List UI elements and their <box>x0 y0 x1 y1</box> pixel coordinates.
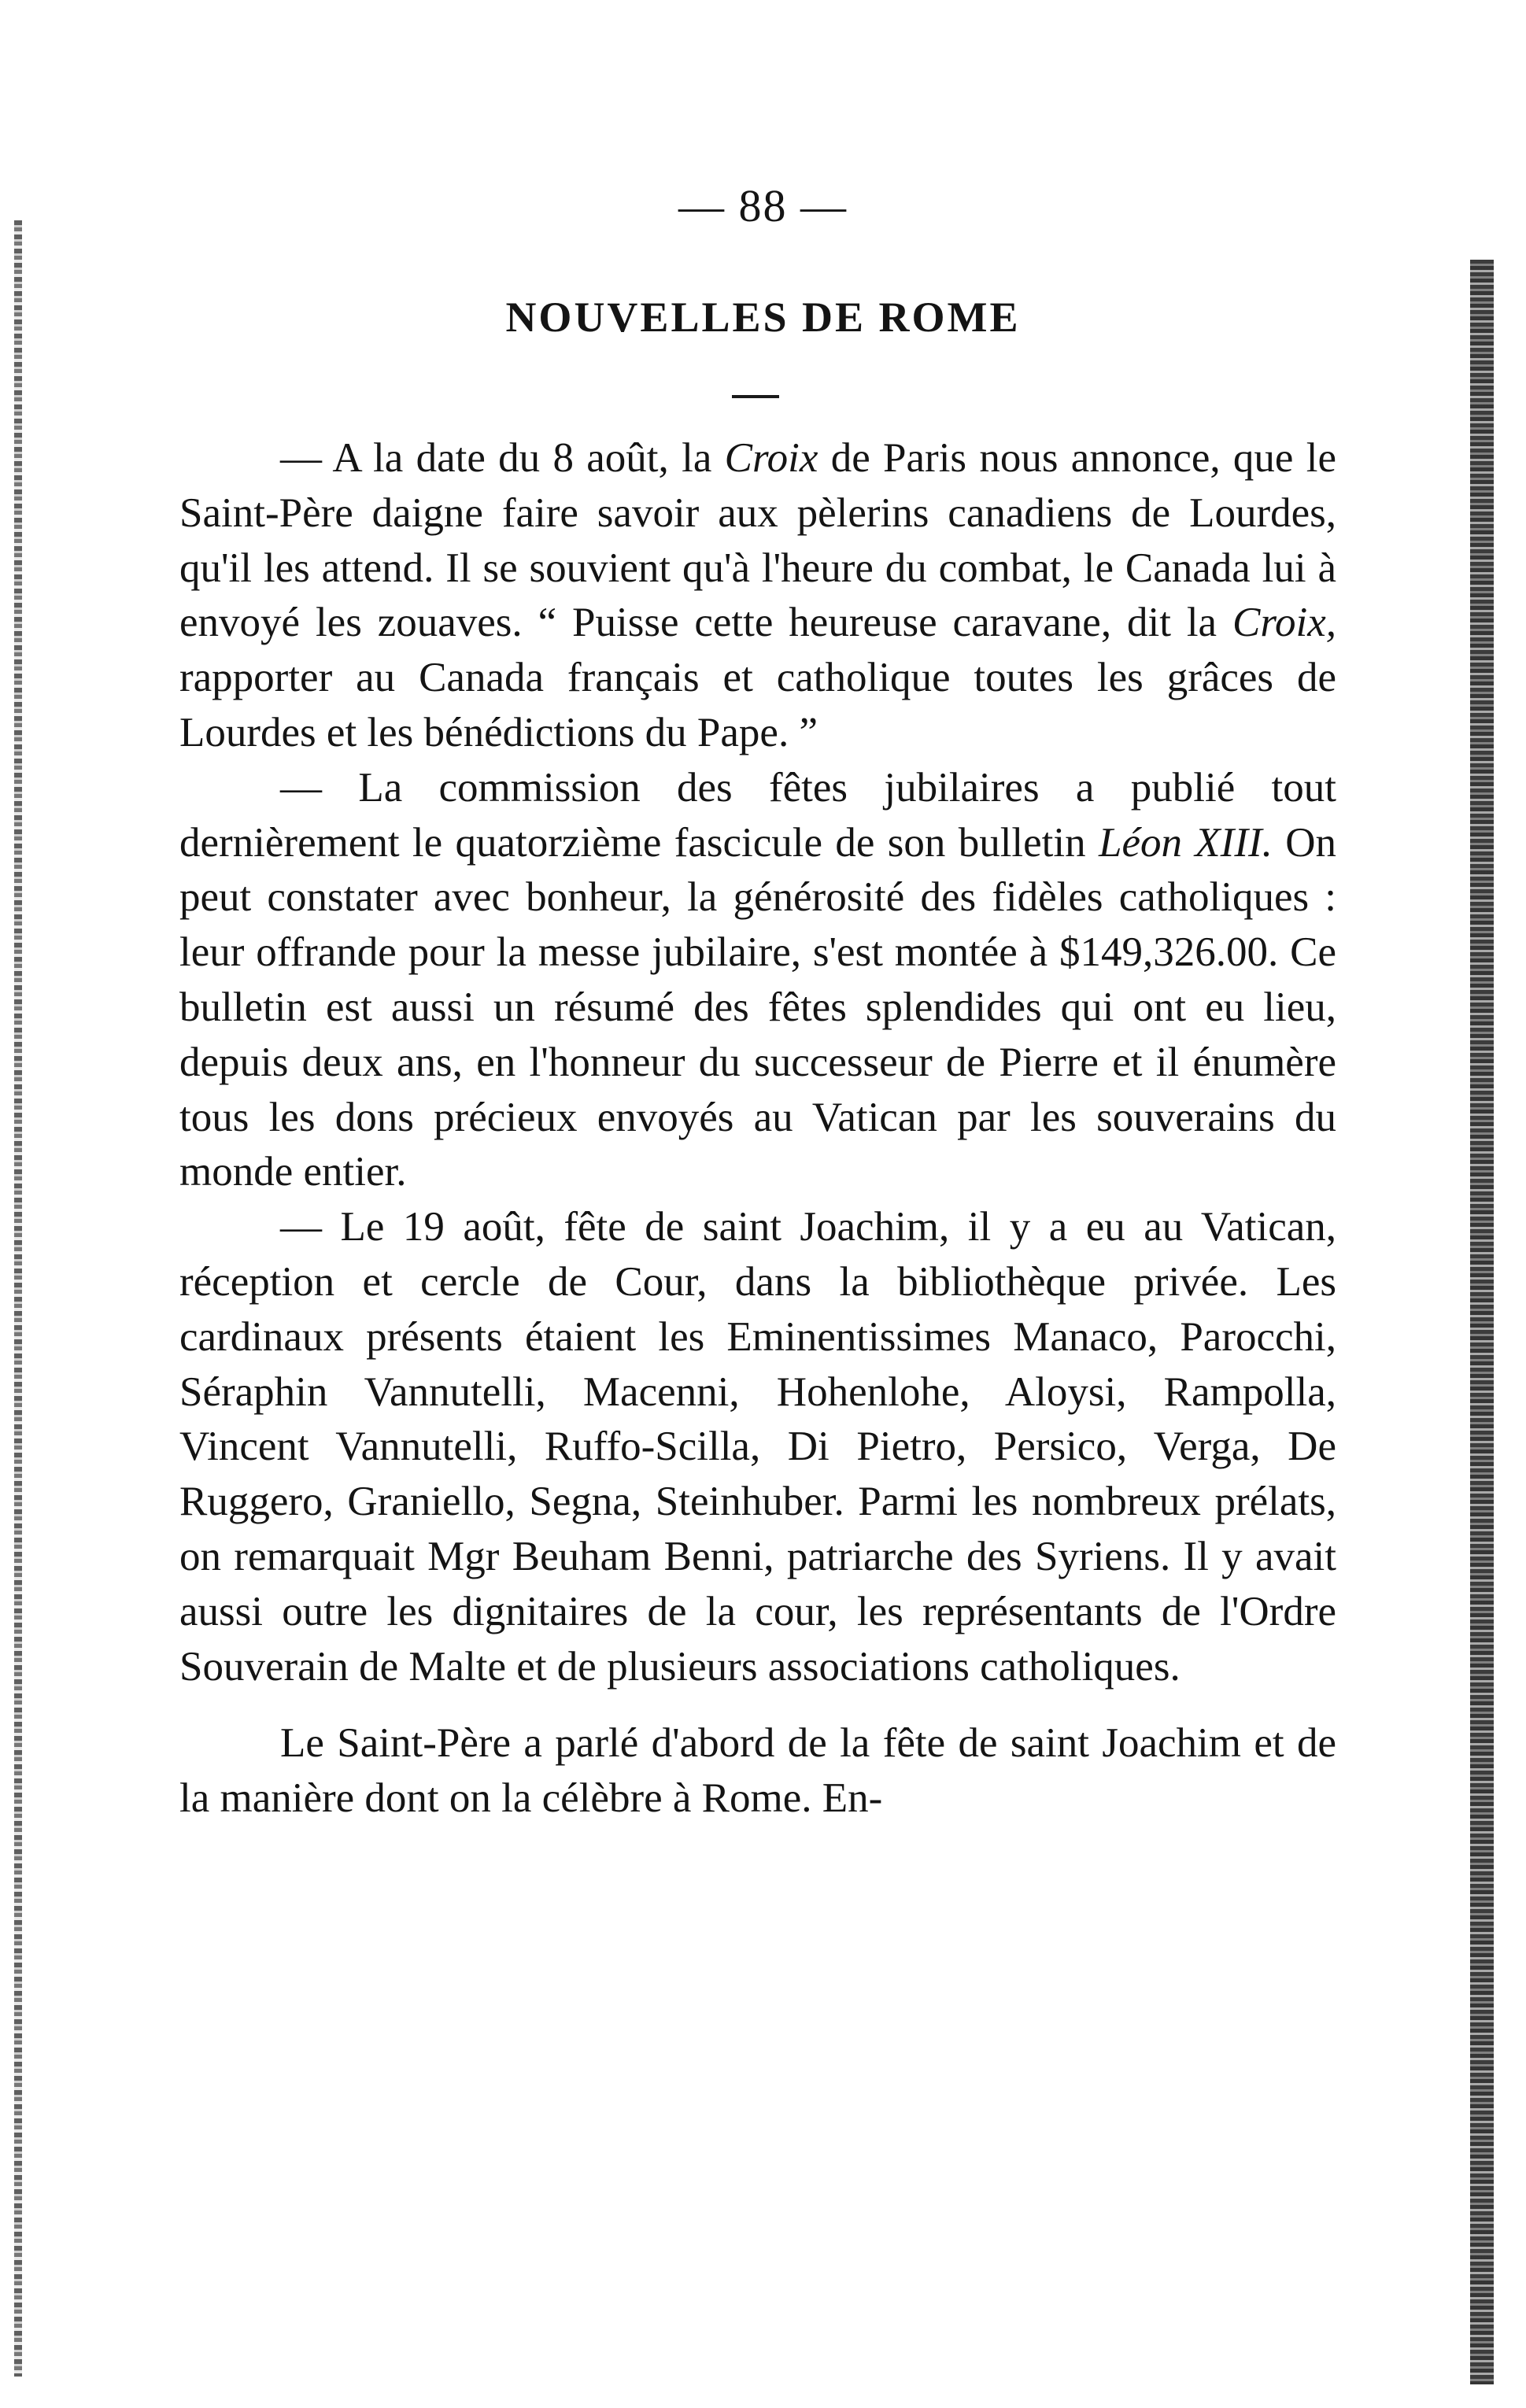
text-run: — La commission des fêtes jubilaires a publié tout dernièrement le quatorzième fascicule de son bulletin <box>179 764 1336 866</box>
text-run: rapporter au Canada français et catholique toutes les grâces de Lourdes et les bénédictions du Pape. ” <box>179 655 1336 755</box>
article-body <box>179 431 1336 1826</box>
right-page-edge <box>1470 260 1494 2384</box>
paragraph-2 <box>179 761 1336 1200</box>
text-run: de Paris nous annonce, que le Saint-Père daigne faire savoir aux pèlerins canadiens de Lourdes, qu'il les attend. Il se souvient qu'à l'heure du combat, le Canada lui à envoyé les zouaves. “ Puisse cette heureuse caravane, dit la <box>179 435 1337 646</box>
paragraph-4 <box>179 1716 1336 1826</box>
italic-run: Croix, <box>1232 600 1336 646</box>
left-binding-edge <box>14 220 22 2377</box>
italic-run: Léon XIII. <box>1098 819 1273 866</box>
page-number: — 88 — <box>678 180 848 231</box>
text-run: On peut constater avec bonheur, la générosité des fidèles catholiques : leur offrande pour la messe jubilaire, s'est montée à $149,326.00. Ce bulletin est aussi un résumé des fêtes splendides qui ont eu lieu, depuis deux ans, en l'honneur du successeur de Pierre et il énumère tous les dons précieux envoyés au Vatican par les souverains du monde entier. <box>179 819 1336 1195</box>
paragraph-1 <box>179 431 1336 761</box>
text-run: — A la date du 8 août, la <box>280 435 725 481</box>
title-rule <box>732 395 779 398</box>
text-run: — Le 19 août, fête de saint Joachim, il y a eu au Vatican, réception et cercle de Cour, dans la bibliothèque privée. Les cardinaux présents étaient les Eminentissimes Manaco, Parocchi, Séraphin Vannutelli, Macenni, Hohenlohe, Aloysi, Rampolla, Vincent Vannutelli, Ruffo-Scilla, Di Pietro, Persico, Verga, De Ruggero, Graniello, Segna, Steinhuber. Parmi les nombreux prélats, on remarquait Mgr Beuham Benni, patriarche des Syriens. Il y avait aussi outre les dignitaires de la cour, les représentants de l'Ordre Souverain de Malte et de plusieurs associations catholiques. <box>179 1204 1336 1690</box>
italic-run: Croix <box>724 435 818 481</box>
page-title: NOUVELLES DE ROME <box>505 294 1021 341</box>
paragraph-3 <box>179 1200 1336 1694</box>
text-run: Le Saint-Père a parlé d'abord de la fête de saint Joachim et de la manière dont on la célèbre à Rome. En- <box>179 1720 1336 1822</box>
